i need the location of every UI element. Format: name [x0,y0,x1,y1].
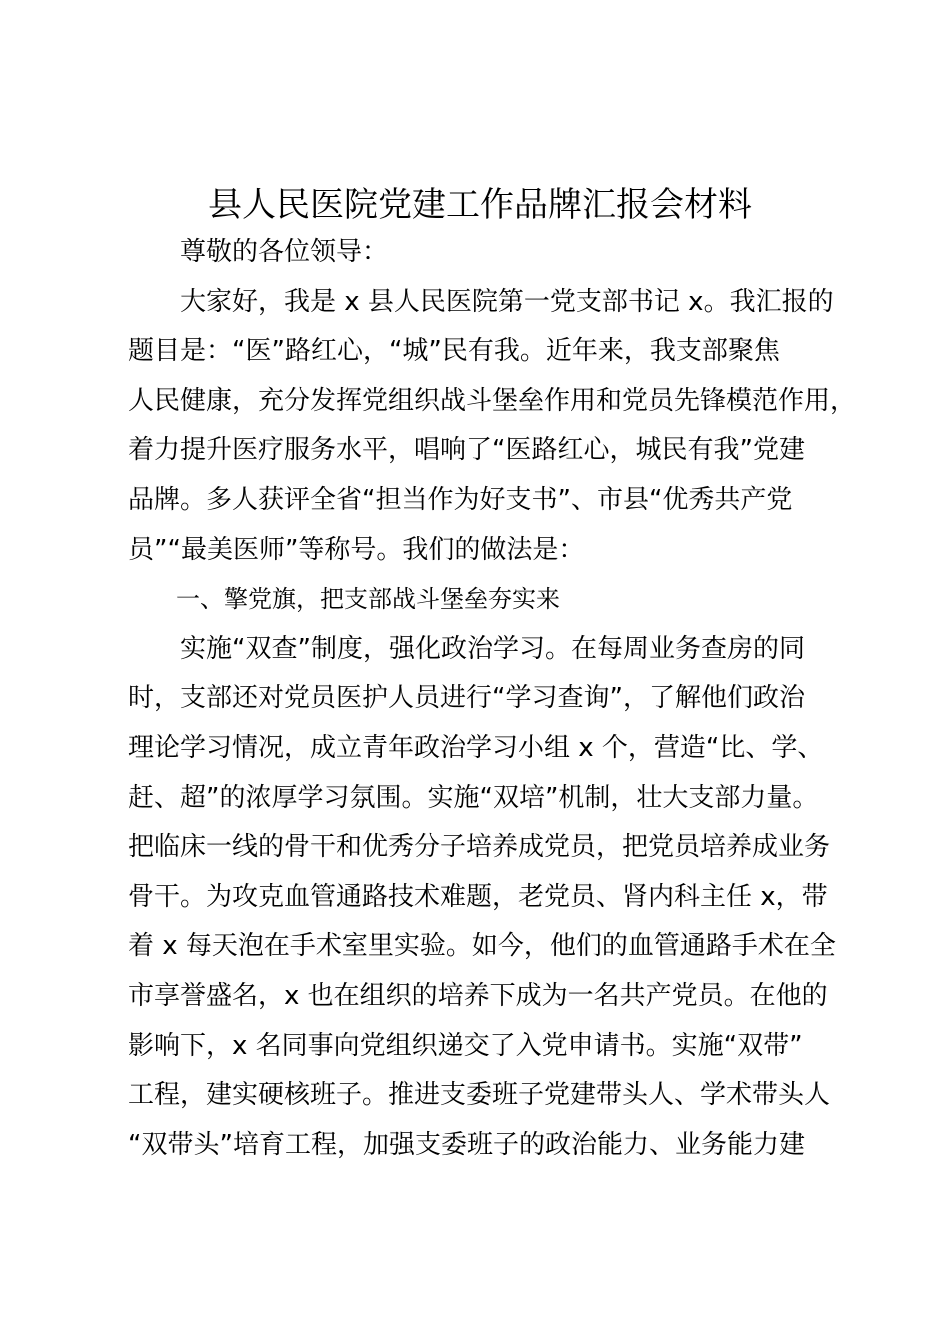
paragraph-line: 品牌。多人获评全省“担当作为好支书”、市县“优秀共产党 [128,484,793,515]
paragraph-line: 市享誉盛名，x 也在组织的培养下成为一名共产党员。在他的 [128,980,828,1011]
paragraph-line: 大家好，我是 x 县人民医院第一党支部书记 x。我汇报的 [128,286,834,317]
paragraph-line: 影响下，x 名同事向党组织递交了入党申请书。实施“双带” [128,1030,803,1061]
paragraph-line: 工程，建实硬核班子。推进支委班子党建带头人、学术带头人 [128,1080,831,1111]
paragraph-line: 人民健康，充分发挥党组织战斗堡垒作用和党员先锋模范作用， [128,385,857,416]
salutation-line: 尊敬的各位领导： [128,237,389,267]
document-title: 县人民医院党建工作品牌汇报会材料 [208,185,752,225]
document-body [128,228,857,1170]
paragraph-line: 时，支部还对党员医护人员进行“学习查询”，了解他们政治 [128,683,805,714]
paragraph-line: 赶、超”的浓厚学习氛围。实施“双培”机制，壮大支部力量。 [128,782,819,813]
paragraph-line: 把临床一线的骨干和优秀分子培养成党员，把党员培养成业务 [128,832,831,863]
paragraph-line: 员”“最美医师”等称号。我们的做法是： [128,534,585,565]
paragraph-line: 题目是：“医”路红心，“城”民有我。近年来，我支部聚焦 [128,336,780,367]
paragraph-line: 理论学习情况，成立青年政治学习小组 x 个，营造“比、学、 [128,732,824,763]
section-heading: 一、擎党旗，把支部战斗堡垒夯实来 [128,585,560,614]
paragraph-line: “双带头”培育工程，加强支委班子的政治能力、业务能力建 [128,1129,805,1160]
paragraph-line: 实施“双查”制度，强化政治学习。在每周业务查房的同 [128,633,805,664]
paragraph-line: 着力提升医疗服务水平，唱响了“医路红心，城民有我”党建 [128,435,805,466]
paragraph-line: 骨干。为攻克血管通路技术难题，老党员、肾内科主任 x，带 [128,881,828,912]
paragraph-line: 着 x 每天泡在手术室里实验。如今，他们的血管通路手术在全 [128,931,836,962]
